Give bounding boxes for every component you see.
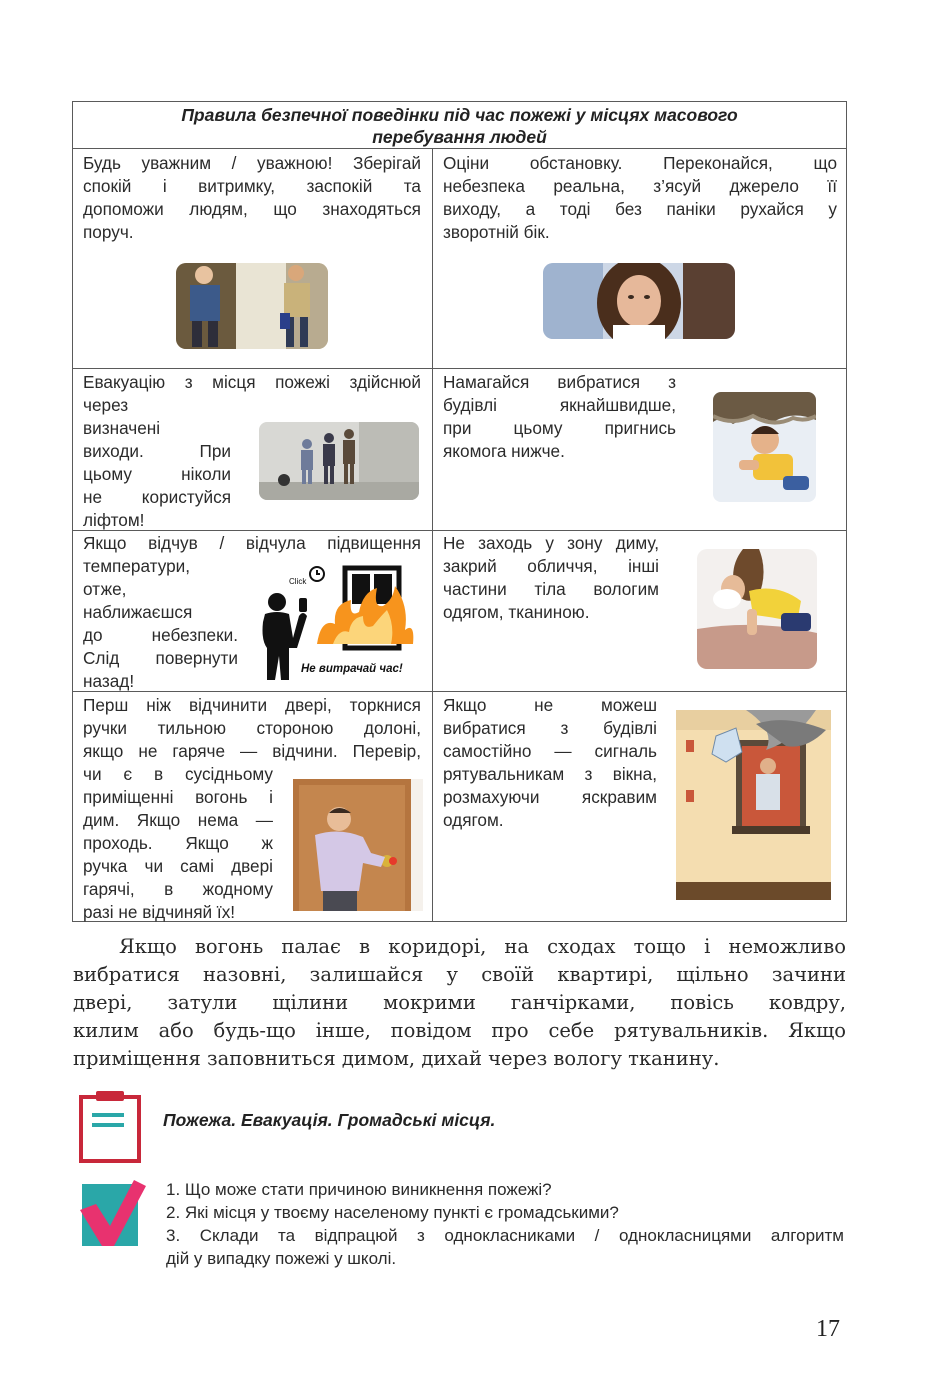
cell-window-text xyxy=(443,694,657,832)
cell-line: назад! xyxy=(83,671,135,691)
cell-line: одягом, тканиною. xyxy=(443,602,590,622)
cell-line: ручки тильною стороною долоні, xyxy=(83,718,421,738)
cell-line: Оціни обстановку. Переконайся, що xyxy=(443,153,837,173)
checkmark-icon xyxy=(80,1180,146,1248)
cell-get-out-text xyxy=(443,371,676,463)
signal-from-window-image xyxy=(676,710,831,900)
cell-line: ручка чи самі двері xyxy=(83,856,273,876)
paragraph-line: вибратися назовні, залишайся у своїй квартирі, щільно зачини xyxy=(73,963,846,986)
rules-table xyxy=(72,101,847,922)
cell-line: Якщо не можеш xyxy=(443,695,657,715)
cell-smoke-text xyxy=(443,532,659,624)
cell-line: Евакуацію з місця пожежі здійснюй xyxy=(83,372,421,392)
cell-line: не користуйся xyxy=(83,487,231,507)
cell-line: небезпека реальна, з’ясуй джерело її xyxy=(443,176,837,196)
table-title-line: перебування людей xyxy=(372,127,547,147)
crawling-woman-image xyxy=(697,549,817,669)
cell-line: проходь. Якщо ж xyxy=(83,833,273,853)
cell-line: рятувальникам з вікна, xyxy=(443,764,657,784)
clipboard-icon xyxy=(78,1091,142,1163)
cell-line: вибратися з будівлі xyxy=(443,718,657,738)
fire-corridor-paragraph xyxy=(73,933,846,1073)
cell-line: одягом. xyxy=(443,810,504,830)
evacuating-people-image xyxy=(259,422,419,500)
cell-line: дим. Якщо нема — xyxy=(83,810,273,830)
table-title-line: Правила безпечної поведінки під час пожежі у місцях масового xyxy=(181,105,738,125)
table-title xyxy=(73,102,846,149)
man-touching-door-image xyxy=(293,779,423,911)
cell-line: виходи. При xyxy=(83,441,231,461)
cell-line: до небезпеки. xyxy=(83,625,238,645)
cell-line: розмахуючи яскравим xyxy=(443,787,657,807)
cell-line: самостійно — сигналь xyxy=(443,741,657,761)
paragraph-line: приміщення заповниться димом, дихай через вологу тканину. xyxy=(73,1047,720,1070)
cell-line: разі не відчиняй їх! xyxy=(83,902,236,922)
cell-line: частини тіла вологим xyxy=(443,579,659,599)
cell-line: допоможи людям, що знаходяться xyxy=(83,199,421,219)
cell-stay-calm-text xyxy=(83,152,421,244)
cell-line: Не заходь у зону диму, xyxy=(443,533,659,553)
cell-line: Намагайся вибратися з xyxy=(443,372,676,392)
row-divider xyxy=(73,368,846,369)
question-item: 3. Склади та відпрацюй з однокласниками / однокласницями алгоритм xyxy=(166,1226,844,1245)
cell-line: ліфтом! xyxy=(83,510,145,530)
cell-line: Слід повернути xyxy=(83,648,238,668)
column-divider xyxy=(432,149,433,921)
paragraph-line: килим або будь-що інше, повідом про себе рятувальників. Якщо xyxy=(73,1019,846,1042)
dont-waste-time-poster xyxy=(259,560,423,684)
question-item: 1. Що може стати причиною виникнення пожежі? xyxy=(166,1180,552,1199)
page-number: 17 xyxy=(816,1316,840,1342)
poster-click-label: Click xyxy=(289,577,307,586)
cell-line: температури, xyxy=(83,556,191,576)
cell-line: закрий обличчя, інші xyxy=(443,556,659,576)
people-helping-image xyxy=(176,263,328,349)
cell-line: чи є в сусідньому xyxy=(83,764,273,784)
cell-line: поруч. xyxy=(83,222,134,242)
cell-line: якщо не гаряче — відчини. Перевір, xyxy=(83,741,421,761)
cell-assess-text xyxy=(443,152,837,244)
cell-line: зворотній бік. xyxy=(443,222,550,242)
questions-list xyxy=(166,1178,844,1270)
cell-line: Якщо відчув / відчула підвищення xyxy=(83,533,421,553)
cell-line: наближаєшся xyxy=(83,602,193,622)
question-item: дій у випадку пожежі у школі. xyxy=(166,1249,397,1268)
question-item: 2. Які місця у твоєму населеному пункті є громадськими? xyxy=(166,1203,619,1222)
cell-line: будівлі якнайшвидше, xyxy=(443,395,676,415)
crawling-boy-image xyxy=(713,392,816,502)
cell-line: виходу, а тоді без паніки рухайся у xyxy=(443,199,837,219)
cell-line: при цьому пригнись xyxy=(443,418,676,438)
cell-line: якомога нижче. xyxy=(443,441,565,461)
cell-line: через xyxy=(83,395,129,415)
keywords: Пожежа. Евакуація. Громадські місця. xyxy=(163,1110,496,1130)
cell-line: Перш ніж відчинити двері, торкнися xyxy=(83,695,421,715)
cell-line: гарячі, в жодному xyxy=(83,879,273,899)
cell-line: цьому ніколи xyxy=(83,464,231,484)
worried-woman-image xyxy=(543,263,735,339)
cell-line: визначені xyxy=(83,418,161,438)
paragraph-line: двері, затули щілини мокрими ганчірками, повісь ковдру, xyxy=(73,991,846,1014)
cell-line: Будь уважним / уважною! Зберігай xyxy=(83,153,421,173)
cell-line: приміщенні вогонь і xyxy=(83,787,273,807)
paragraph-line: Якщо вогонь палає в коридорі, на сходах тощо і неможливо xyxy=(119,935,846,958)
cell-line: спокій і витримку, заспокій та xyxy=(83,176,421,196)
cell-line: отже, xyxy=(83,579,127,599)
poster-caption: Не витрачай час! xyxy=(301,663,403,675)
